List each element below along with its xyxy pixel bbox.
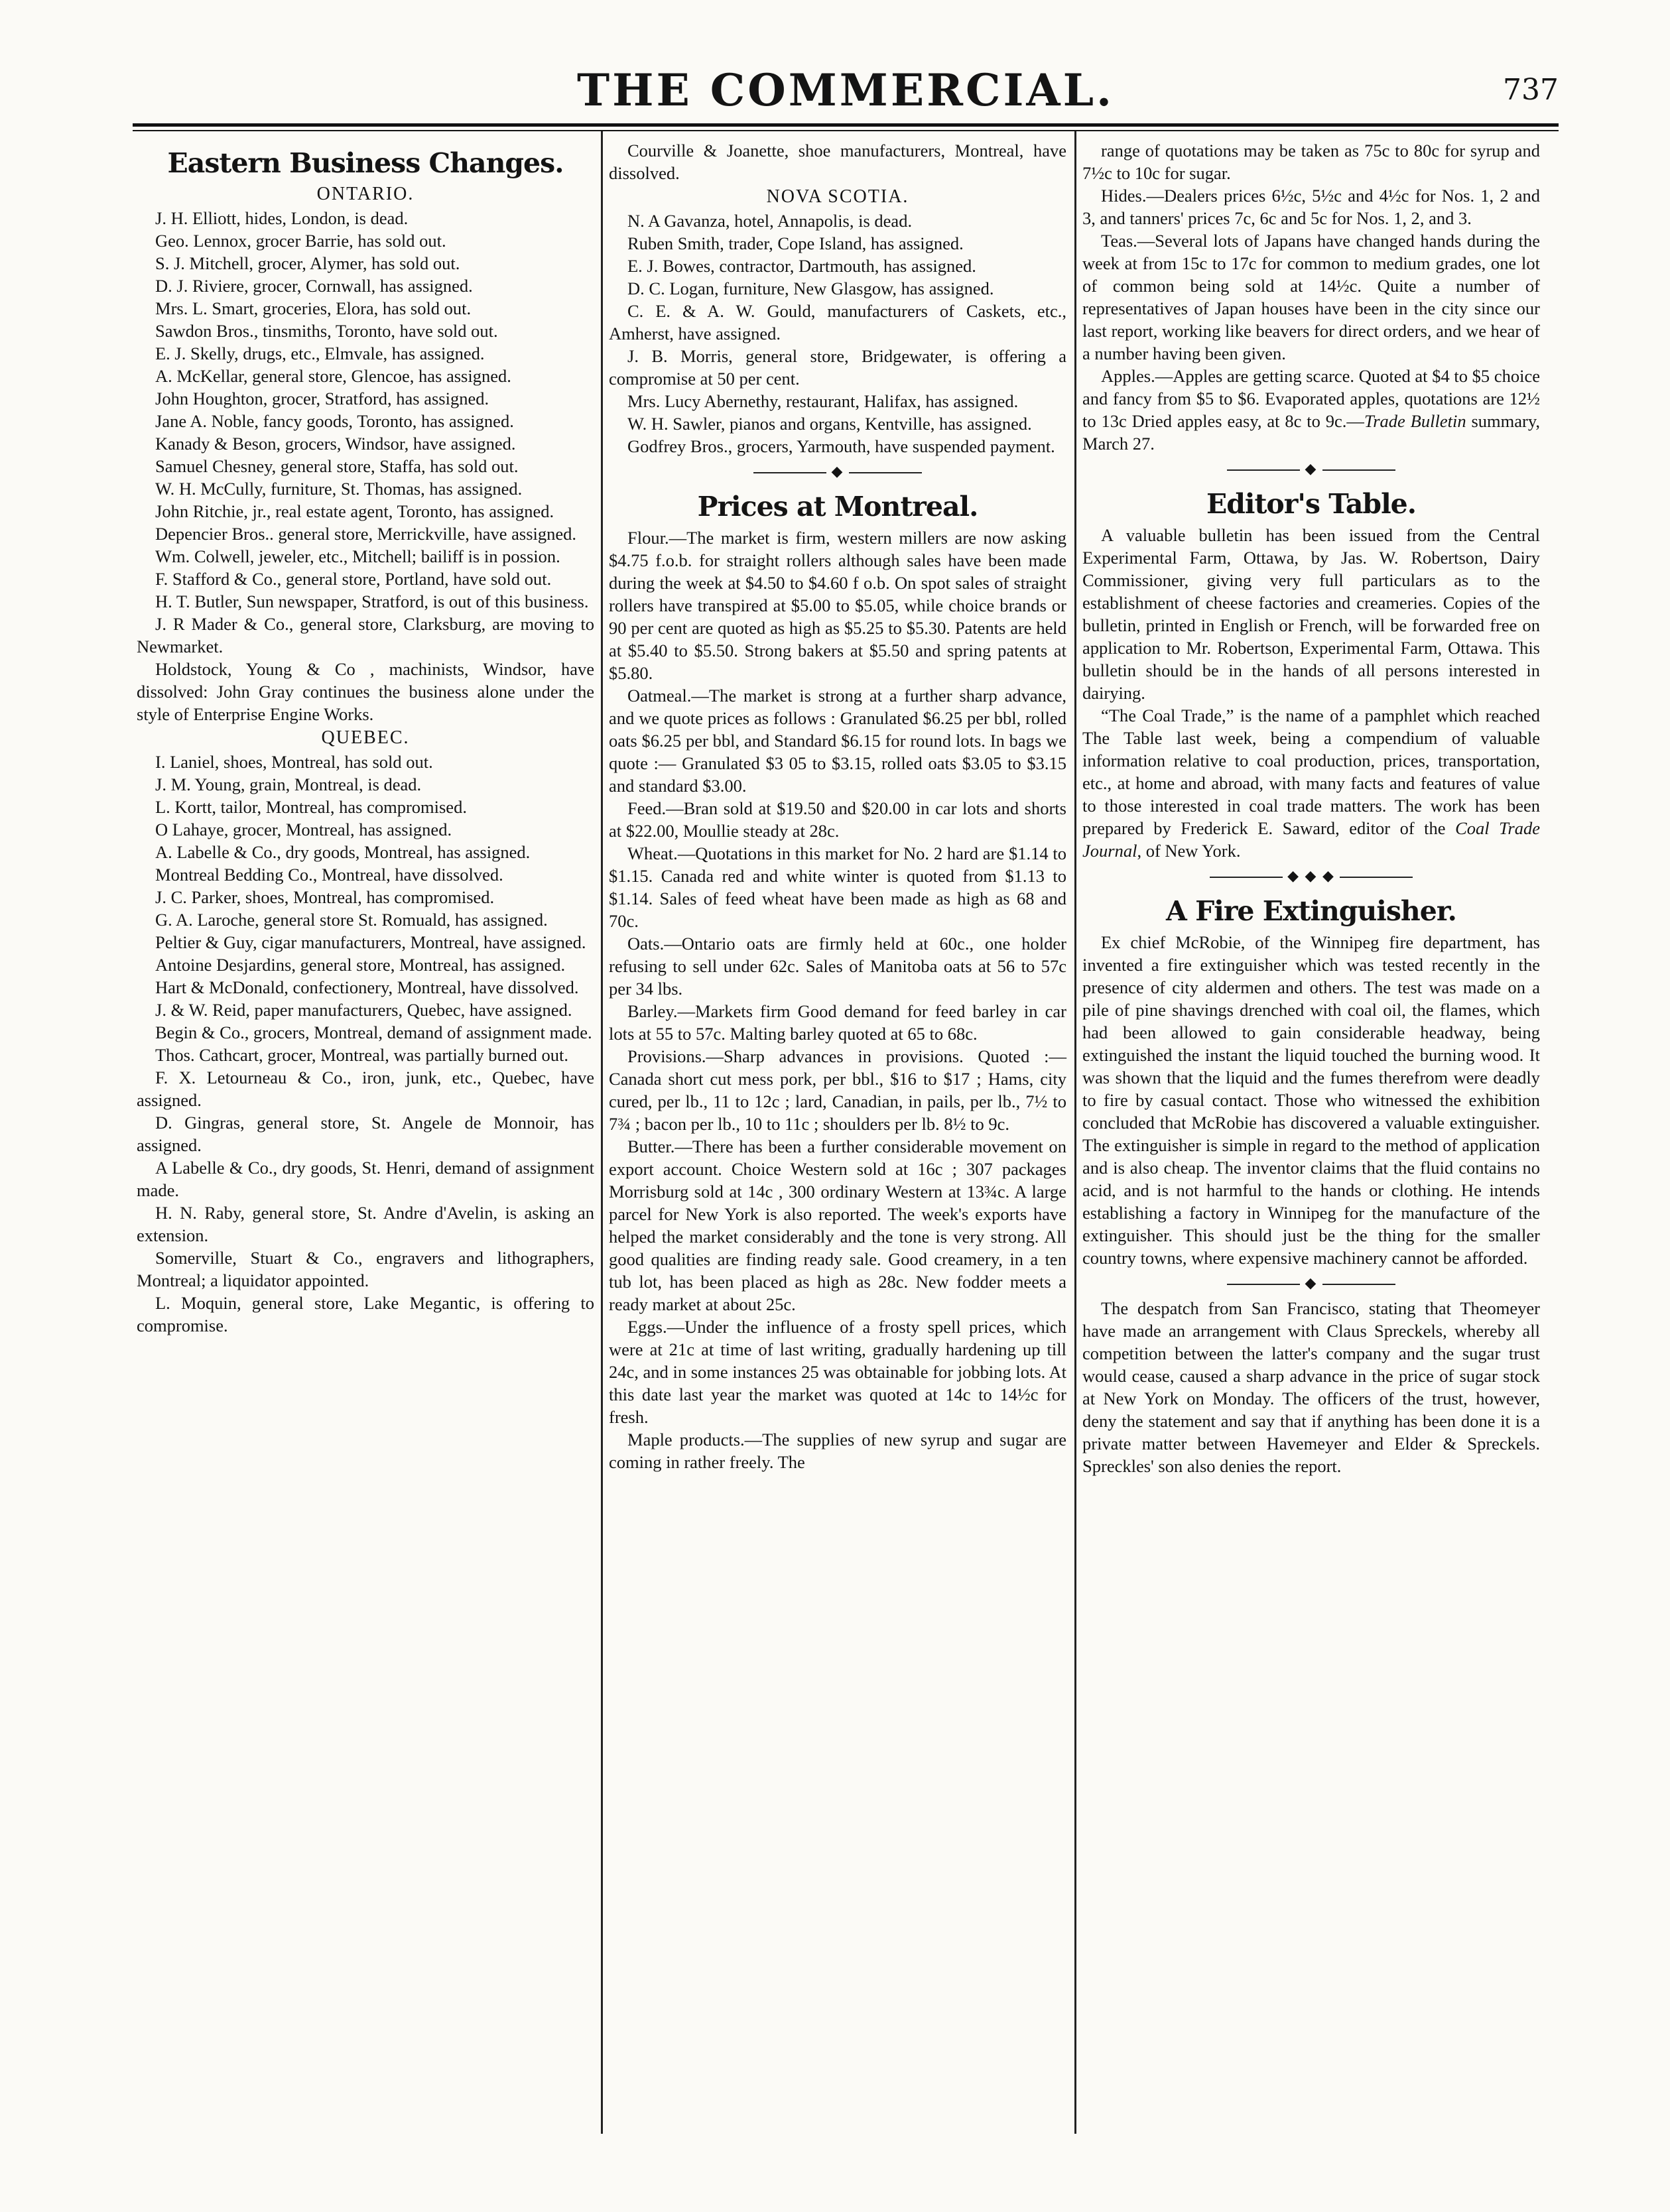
business-change-entry: Hart & McDonald, confectionery, Montreal, have dissolved. bbox=[155, 977, 579, 997]
business-change-entry: H. N. Raby, general store, St. Andre d'Avelin, is asking an extension. bbox=[137, 1203, 594, 1245]
business-change-entry: Somerville, Stuart & Co., engravers and lithographers, Montreal; a liquidator appointed. bbox=[137, 1248, 594, 1290]
business-change-entry: Courville & Joanette, shoe manufacturers, Montreal, have dissolved. bbox=[609, 141, 1066, 183]
page-number: 737 bbox=[1503, 73, 1559, 107]
business-change-entry: F. Stafford & Co., general store, Portland, have sold out. bbox=[155, 569, 552, 589]
business-change-entry: John Ritchie, jr., real estate agent, Toronto, has assigned. bbox=[155, 501, 554, 521]
quebec-entries-continued bbox=[609, 139, 1066, 184]
business-change-entry: Wm. Colwell, jeweler, etc., Mitchell; bailiff is in possion. bbox=[155, 546, 560, 566]
business-change-entry: D. C. Logan, furniture, New Glasgow, has assigned. bbox=[627, 278, 994, 298]
business-change-entry: Peltier & Guy, cigar manufacturers, Montreal, have assigned. bbox=[155, 932, 586, 952]
business-change-entry: Geo. Lennox, grocer Barrie, has sold out. bbox=[155, 231, 446, 251]
province-label-ontario: ONTARIO. bbox=[316, 184, 415, 204]
business-change-entry: Sawdon Bros., tinsmiths, Toronto, have sold out. bbox=[155, 321, 498, 341]
business-change-entry: H. T. Butler, Sun newspaper, Stratford, is out of this business. bbox=[155, 591, 589, 611]
section-heading-editors-table: Editor's Table. bbox=[1206, 488, 1417, 520]
apples-paragraph: Apples.—Apples are getting scarce. Quoted at $4 to $5 choice and fancy from $5 to $6. Evaporated apples, quotations are 12½ to 13c Dried apples easy, at 8c to 9c.—Trade Bulletin summary, March 27. bbox=[1082, 366, 1541, 454]
business-change-entry: J. M. Young, grain, Montreal, is dead. bbox=[155, 774, 422, 794]
market-paragraph: Eggs.—Under the influence of a frosty spell prices, which were at 21c at time of last writing, gradually hardening up till 24c, and in some instances 25 was obtainable for jobbing lots. At this date last year the market was quoted at 14c to 14½c for fresh. bbox=[609, 1317, 1066, 1427]
province-label-nova-scotia: NOVA SCOTIA. bbox=[766, 186, 909, 207]
market-paragraph: Oats.—Ontario oats are firmly held at 60c., one holder refusing to sell under 62c. Sales of Manitoba oats at 56 to 57c per 34 lbs. bbox=[609, 934, 1066, 999]
despatch-paragraph: The despatch from San Francisco, stating that Theomeyer have made an arrangement with Claus Spreckels, whereby all competition between the latter's company and the sugar trust would cease, caused a sharp advance in the price of sugar stock at New York on Monday. The officers of the trust, however, deny the statement and say that if anything has been done it is a private matter between Havemeyer and Elder & Spreckels. Spreckles' son also denies the report. bbox=[1082, 1298, 1540, 1476]
business-change-entry: E. J. Skelly, drugs, etc., Elmvale, has assigned. bbox=[155, 343, 485, 363]
business-change-entry: J. C. Parker, shoes, Montreal, has compromised. bbox=[155, 887, 495, 907]
quebec-entries bbox=[137, 751, 594, 1337]
business-change-entry: Holdstock, Young & Co , machinists, Windsor, have dissolved: John Gray continues the business alone under the style of Enterprise Engine Works. bbox=[137, 659, 594, 724]
header-rule-thick bbox=[133, 123, 1559, 127]
section-heading-business-changes: Eastern Business Changes. bbox=[167, 147, 564, 179]
market-paragraph: Oatmeal.—The market is strong at a further sharp advance, and we quote prices as follows : Granulated $6.25 per bbl, rolled oats $6.25 per bbl, and Standard $6.15 for round lots. In bags we quote :— Granulated $3 05 to $3.15, rolled oats $3.05 to $3.15 and standard $3.00. bbox=[609, 686, 1066, 796]
prices-paragraphs bbox=[609, 526, 1066, 1473]
business-change-entry: A Labelle & Co., dry goods, St. Henri, demand of assignment made. bbox=[137, 1158, 594, 1200]
fire-extinguisher-paragraph: Ex chief McRobie, of the Winnipeg fire department, has invented a fire extinguisher which was tested recently in the presence of city aldermen and others. The test was made on a pile of pine shavings drenched with coal oil, the flames, which had been allowed to gain considerable headway, being extinguished the instant the liquid touched the burning wood. It was shown that the liquid and the fumes therefrom were deadly to fire by casual contact. Those who witnessed the exhibition concluded that McRobie has discovered a valuable extinguisher. The extinguisher is simple in regard to the method of application and is also cheap. The inventor claims that the fluid contains no acid, and is not harmful to the hands or clothing. He intends establishing a factory in Winnipeg for the manufacture of the extinguisher. This should just be the thing for the smaller country towns, where expensive machinery cannot be afforded. bbox=[1082, 932, 1540, 1268]
market-paragraph: Teas.—Several lots of Japans have changed hands during the week at from 15c to 17c for common to medium grades, one lot of common being sold at 14½c. Quite a number of representatives of Japan houses have been in the city since our last report, working like beavers for direct orders, and we hear of a number having been given. bbox=[1082, 231, 1540, 363]
business-change-entry: J. B. Morris, general store, Bridgewater, is offering a compromise at 50 per cent. bbox=[609, 346, 1066, 389]
market-paragraph: Barley.—Markets firm Good demand for feed barley in car lots at 55 to 57c. Malting barley quoted at 65 to 68c. bbox=[609, 1001, 1066, 1044]
business-change-entry: J. R Mader & Co., general store, Clarksburg, are moving to Newmarket. bbox=[137, 614, 594, 656]
business-change-entry: S. J. Mitchell, grocer, Alymer, has sold out. bbox=[155, 253, 460, 273]
column-divider-2 bbox=[1074, 131, 1076, 2134]
market-paragraph: Butter.—There has been a further considerable movement on export account. Choice Western sold at 16c ; 307 packages Morrisburg sold at 14c , 300 ordinary Western at 13¾c. A large parcel for New York is also reported. The week's exports have helped the market considerably and the tone is very strong. All good qualities are finding ready sale. Good creamery, in a ten tub lot, has been placed as high as 28c. New fodder meets a ready market at about 25c. bbox=[609, 1137, 1066, 1314]
business-change-entry: F. X. Letourneau & Co., iron, junk, etc., Quebec, have assigned. bbox=[137, 1068, 594, 1110]
section-heading-fire-extinguisher: A Fire Extinguisher. bbox=[1166, 895, 1456, 927]
business-change-entry: O Lahaye, grocer, Montreal, has assigned. bbox=[155, 820, 452, 839]
masthead bbox=[133, 64, 1559, 117]
business-change-entry: Mrs. L. Smart, groceries, Elora, has sold out. bbox=[155, 298, 472, 318]
business-change-entry: Begin & Co., grocers, Montreal, demand of assignment made. bbox=[155, 1022, 592, 1042]
column-3 bbox=[1082, 139, 1540, 1477]
business-change-entry: Montreal Bedding Co., Montreal, have dissolved. bbox=[155, 865, 503, 885]
business-change-entry: Ruben Smith, trader, Cope Island, has assigned. bbox=[627, 233, 964, 253]
editors-paragraph-2: “The Coal Trade,” is the name of a pamphlet which reached The Table last week, being a compendium of valuable information relative to coal production, prices, transportation, etc., at home and abroad, with many facts and features of value to those interested in coal trade matters. The work has been prepared by Frederick E. Saward, editor of the Coal Trade Journal, of New York. bbox=[1082, 706, 1540, 861]
market-paragraph: Feed.—Bran sold at $19.50 and $20.00 in car lots and shorts at $22.00, Moullie steady at 28c. bbox=[609, 798, 1066, 841]
editors-paragraph-1: A valuable bulletin has been issued from the Central Experimental Farm, Ottawa, by Jas. W. Robertson, Dairy Commissioner, giving very full particulars as to the establishment of cheese factories and creameries. Copies of the bulletin, printed in English or French, will be forwarded free on application to Mr. Robertson, Experimental Farm, Ottawa. This bulletin should be in the hands of all persons interested in dairying. bbox=[1082, 525, 1540, 703]
business-change-entry: Samuel Chesney, general store, Staffa, has sold out. bbox=[155, 456, 519, 476]
column-divider-1 bbox=[601, 131, 603, 2134]
business-change-entry: E. J. Bowes, contractor, Dartmouth, has assigned. bbox=[627, 256, 976, 276]
business-change-entry: A. McKellar, general store, Glencoe, has assigned. bbox=[155, 366, 511, 386]
section-separator: ◆ bbox=[1082, 458, 1540, 480]
business-change-entry: John Houghton, grocer, Stratford, has assigned. bbox=[155, 389, 489, 408]
business-change-entry: N. A Gavanza, hotel, Annapolis, is dead. bbox=[627, 211, 913, 231]
section-separator: ◆ bbox=[609, 460, 1066, 483]
business-change-entry: Mrs. Lucy Abernethy, restaurant, Halifax, has assigned. bbox=[627, 391, 1019, 411]
business-change-entry: Thos. Cathcart, grocer, Montreal, was partially burned out. bbox=[155, 1045, 568, 1065]
ontario-entries bbox=[137, 207, 594, 725]
business-change-entry: A. Labelle & Co., dry goods, Montreal, has assigned. bbox=[155, 842, 531, 862]
business-change-entry: Depencier Bros.. general store, Merrickville, have assigned. bbox=[155, 524, 577, 544]
business-change-entry: Antoine Desjardins, general store, Montreal, has assigned. bbox=[155, 955, 566, 975]
market-paragraph: Flour.—The market is firm, western millers are now asking $4.75 f.o.b. for straight rollers although sales have been made during the week at $4.50 to $4.60 f o.b. On spot sales of straight rollers have transpired at $5.00 to $5.05, while choice brands or 90 per cent are quoted as high as $5.25 to $5.30. Patents are held at $5.40 to $5.50. Strong bakers at $5.50 and spring patents at $5.80. bbox=[609, 528, 1066, 683]
business-change-entry: J. & W. Reid, paper manufacturers, Quebec, have assigned. bbox=[155, 1000, 572, 1020]
business-change-entry: L. Moquin, general store, Lake Megantic, is offering to compromise. bbox=[137, 1293, 594, 1335]
business-change-entry: Godfrey Bros., grocers, Yarmouth, have suspended payment. bbox=[627, 436, 1055, 456]
market-paragraph: Wheat.—Quotations in this market for No. 2 hard are $1.14 to $1.15. Canada red and white winter is quoted from $1.13 to $1.14. Sales of feed wheat have been made as high as 68 and 70c. bbox=[609, 843, 1066, 931]
business-change-entry: G. A. Laroche, general store St. Romuald, has assigned. bbox=[155, 910, 548, 930]
market-paragraph: Hides.—Dealers prices 6½c, 5½c and 4½c for Nos. 1, 2 and 3, and tanners' prices 7c, 6c and 5c for Nos. 1, 2, and 3. bbox=[1082, 186, 1540, 228]
section-separator: ◆ ◆ ◆ bbox=[1082, 865, 1540, 887]
market-paragraph: Maple products.—The supplies of new syrup and sugar are coming in rather freely. The bbox=[609, 1430, 1066, 1472]
province-label-quebec: QUEBEC. bbox=[321, 727, 410, 748]
market-paragraph: Provisions.—Sharp advances in provisions. Quoted :— Canada short cut mess pork, per bbl., $16 to $17 ; Hams, city cured, per lb., 11 to 12c ; lard, Canadian, in pails, per lb., 7½ to 7¾ ; bacon per lb., 10 to 11c ; shoulders per lb. 8½ to 9c. bbox=[609, 1046, 1066, 1134]
column-2 bbox=[609, 139, 1066, 1473]
nova-scotia-entries bbox=[609, 210, 1066, 458]
section-separator: ◆ bbox=[1082, 1272, 1540, 1294]
section-heading-prices-montreal: Prices at Montreal. bbox=[697, 491, 978, 522]
column-1 bbox=[137, 139, 594, 1337]
business-change-entry: Jane A. Noble, fancy goods, Toronto, has assigned. bbox=[155, 411, 514, 431]
business-change-entry: W. H. Sawler, pianos and organs, Kentville, has assigned. bbox=[627, 414, 1032, 434]
header-rule-thin bbox=[133, 130, 1559, 131]
business-change-entry: Kanady & Beson, grocers, Windsor, have assigned. bbox=[155, 434, 516, 454]
business-change-entry: L. Kortt, tailor, Montreal, has compromised. bbox=[155, 797, 467, 817]
business-change-entry: W. H. McCully, furniture, St. Thomas, has assigned. bbox=[155, 479, 523, 499]
business-change-entry: D. Gingras, general store, St. Angele de Monnoir, has assigned. bbox=[137, 1113, 594, 1155]
newspaper-title: THE COMMERCIAL. bbox=[576, 64, 1115, 116]
prices-paragraphs-continued bbox=[1082, 139, 1540, 365]
business-change-entry: C. E. & A. W. Gould, manufacturers of Caskets, etc., Amherst, have assigned. bbox=[609, 301, 1066, 343]
market-paragraph: range of quotations may be taken as 75c to 80c for syrup and 7½c to 10c for sugar. bbox=[1082, 141, 1540, 183]
business-change-entry: I. Laniel, shoes, Montreal, has sold out. bbox=[155, 752, 433, 772]
business-change-entry: D. J. Riviere, grocer, Cornwall, has assigned. bbox=[155, 276, 473, 296]
business-change-entry: J. H. Elliott, hides, London, is dead. bbox=[155, 208, 409, 228]
